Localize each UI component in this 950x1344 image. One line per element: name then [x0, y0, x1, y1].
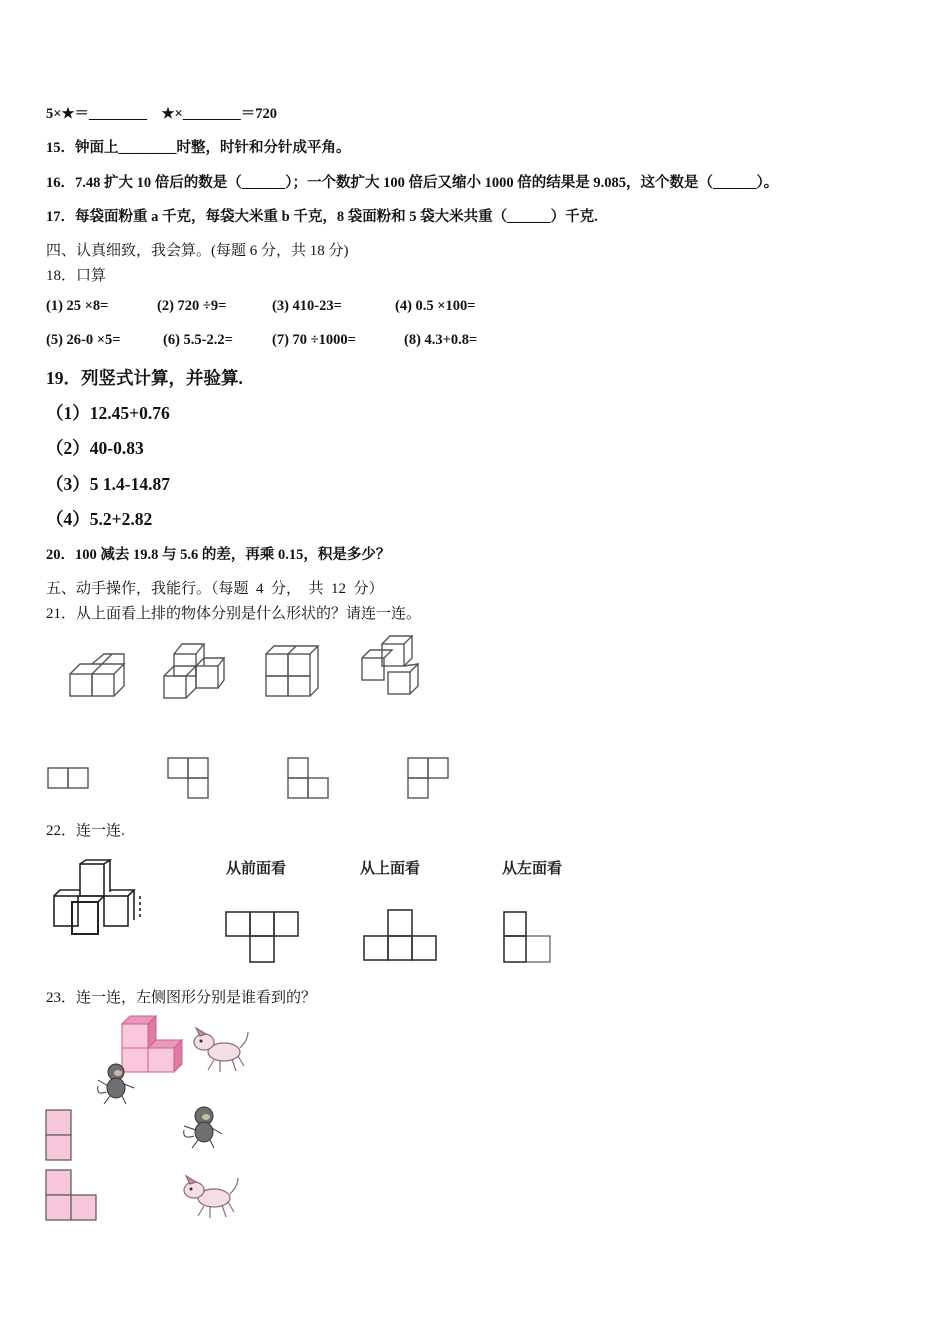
q23-view-1 — [44, 1108, 74, 1162]
oral-item-4: (4) 0.5 ×100= — [395, 298, 476, 314]
q19-item-2: （2）40-0.83 — [46, 438, 144, 458]
q23-view-2 — [44, 1168, 100, 1224]
q22-caption-left: 从左面看 — [502, 859, 563, 877]
monkey-icon-2 — [180, 1104, 226, 1150]
q22-caption-top: 从上面看 — [360, 859, 421, 877]
section-4-heading: 四、认真细致，我会算。(每题 6 分，共 18 分) — [46, 243, 349, 259]
oral-item-5: (5) 26-0 ×5= — [46, 332, 121, 348]
q21-view-b — [166, 756, 212, 802]
oral-item-2: (2) 720 ÷9= — [157, 298, 227, 314]
q22-title: 22．连一连. — [46, 823, 125, 839]
dog-icon — [190, 1028, 250, 1074]
q16-line: 16．7.48 扩大 10 倍后的数是（______）；一个数扩大 100 倍后又缩小 1000 倍的结果是 9.085，这个数是（______）。 — [46, 175, 779, 191]
q19-item-1: （1）12.45+0.76 — [46, 403, 170, 423]
q21-view-c — [286, 756, 332, 802]
q22-view-left — [502, 910, 556, 966]
oral-item-8: (8) 4.3+0.8= — [404, 332, 478, 348]
q14-line: 5×★＝________ ★×________＝720 — [46, 106, 278, 122]
oral-item-6: (6) 5.5-2.2= — [163, 332, 233, 348]
monkey-icon — [94, 1062, 140, 1106]
q22-view-top — [362, 908, 442, 964]
q20-line: 20．100 减去 19.8 与 5.6 的差，再乘 0.15，积是多少？ — [46, 547, 391, 563]
dog-icon-2 — [180, 1176, 242, 1222]
q15-line: 15．钟面上________时整，时针和分针成平角。 — [46, 140, 351, 156]
q19-item-4: （4）5.2+2.82 — [46, 509, 153, 529]
oral-item-7: (7) 70 ÷1000= — [272, 332, 356, 348]
oral-item-3: (3) 410-23= — [272, 298, 342, 314]
q21-view-d — [406, 756, 452, 802]
q22-caption-front: 从前面看 — [226, 859, 287, 877]
oral-item-1: (1) 25 ×8= — [46, 298, 109, 314]
q18-title: 18．口算 — [46, 268, 107, 284]
q21-view-a — [46, 766, 92, 792]
q21-title: 21．从上面看上排的物体分别是什么形状的？请连一连。 — [46, 606, 422, 622]
q17-line: 17．每袋面粉重 a 千克，每袋大米重 b 千克，8 袋面粉和 5 袋大米共重（______）千克. — [46, 209, 598, 225]
q21-solid-2 — [160, 640, 226, 702]
q19-item-3: （3）5 1.4-14.87 — [46, 474, 170, 494]
q22-solid — [48, 858, 150, 938]
q22-view-front — [224, 910, 304, 966]
q21-solid-3 — [262, 642, 324, 700]
section-5-heading: 五、动手操作，我能行。（每题 4 分， 共 12 分） — [46, 581, 384, 597]
q21-solid-4 — [356, 634, 426, 698]
q21-solid-1 — [64, 652, 126, 698]
q23-title: 23．连一连，左侧图形分别是谁看到的？ — [46, 990, 317, 1006]
q19-title: 19．列竖式计算，并验算. — [46, 368, 243, 388]
